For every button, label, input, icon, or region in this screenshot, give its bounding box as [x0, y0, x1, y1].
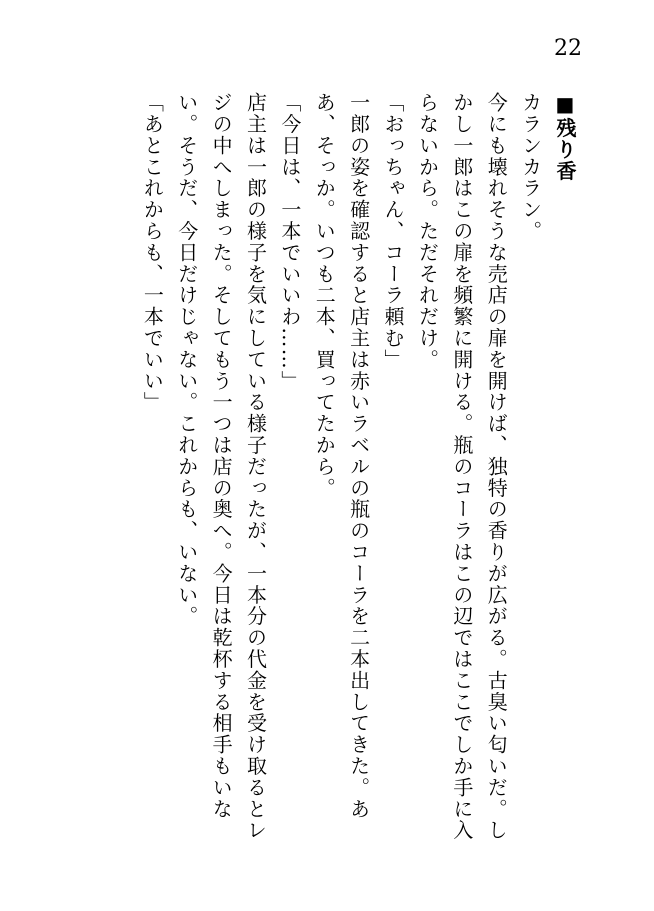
paragraph: 店主は一郎の様子を気にしている様子だったが、一本分の代金を受け取るとレジの中へしまった。そしてもう一つは店の奥へ。今日は乾杯する相手もいない。そうだ、今日だけじゃない。これからも、いない。	[174, 92, 268, 841]
paragraph: カランカラン。	[518, 92, 543, 242]
dialogue: 「あとこれからも、一本でいい」	[140, 92, 165, 413]
body-text	[140, 92, 582, 842]
chapter-title: ■残り香	[553, 92, 577, 182]
paragraph: 一郎の姿を確認すると店主は赤いラベルの瓶のコーラを二本出してきた。ああ、そっか。いつも二本、買ってたから。	[312, 92, 371, 820]
paragraph: 今にも壊れそうな売店の扉を開けば、独特の香りが広がる。古臭い匂いだ。しかし一郎はこの扉を頻繁に開ける。瓶のコーラはこの辺ではここでしか手に入らないから。ただそれだけ。	[415, 92, 509, 841]
dialogue: 「おっちゃん、コーラ頼む」	[381, 92, 406, 371]
page-number: 22	[554, 36, 582, 61]
dialogue: 「今日は、一本でいいわ……」	[277, 92, 302, 392]
